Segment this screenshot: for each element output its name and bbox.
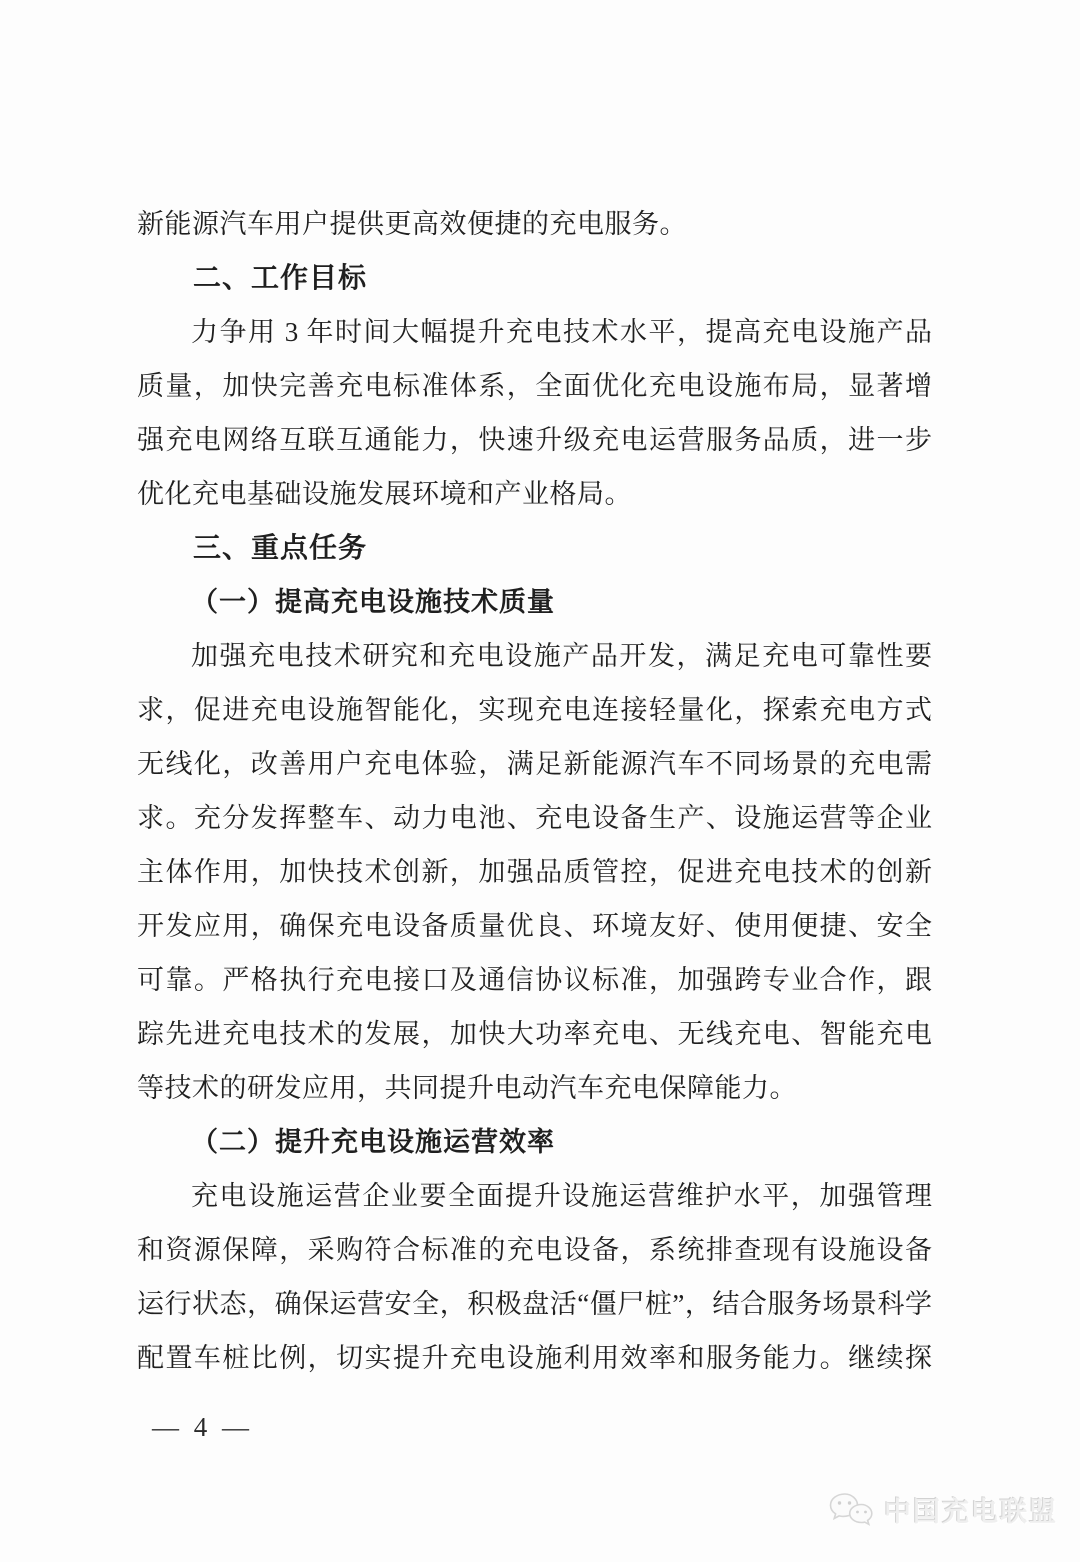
document-line: 运行状态，确保运营安全，积极盘活“僵尸桩”，结合服务场景科学 [137, 1289, 932, 1319]
document-line: 优化充电基础设施发展环境和产业格局。 [137, 479, 632, 509]
document-text-block [137, 197, 932, 1385]
footer-watermark [828, 1490, 1058, 1529]
subsection-heading-2: （二）提升充电设施运营效率 [191, 1127, 555, 1157]
document-line: 求。充分发挥整车、动力电池、充电设备生产、设施运营等企业 [137, 803, 932, 833]
footer-brand-text: 中国充电联盟 [884, 1497, 1058, 1527]
page-number: — 4 — [152, 1412, 253, 1442]
document-line: 求，促进充电设施智能化，实现充电连接轻量化，探索充电方式 [137, 695, 932, 725]
document-line: 配置车桩比例，切实提升充电设施利用效率和服务能力。继续探 [137, 1343, 932, 1373]
document-line: 无线化，改善用户充电体验，满足新能源汽车不同场景的充电需 [137, 749, 932, 779]
document-line: 强充电网络互联互通能力，快速升级充电运营服务品质，进一步 [137, 425, 932, 455]
document-line: 等技术的研发应用，共同提升电动汽车充电保障能力。 [137, 1073, 797, 1103]
document-line: 主体作用，加快技术创新，加强品质管控，促进充电技术的创新 [137, 857, 932, 887]
document-line: 新能源汽车用户提供更高效便捷的充电服务。 [137, 209, 687, 239]
document-line: 加强充电技术研究和充电设施产品开发，满足充电可靠性要 [191, 641, 932, 671]
wechat-icon [828, 1491, 876, 1529]
document-line: 踪先进充电技术的发展，加快大功率充电、无线充电、智能充电 [137, 1019, 932, 1049]
document-line: 力争用 3 年时间大幅提升充电技术水平，提高充电设施产品 [191, 317, 932, 347]
document-line: 充电设施运营企业要全面提升设施运营维护水平，加强管理 [191, 1181, 932, 1211]
subsection-heading-1: （一）提高充电设施技术质量 [191, 587, 555, 617]
document-line: 和资源保障，采购符合标准的充电设备，系统排查现有设施设备 [137, 1235, 932, 1265]
document-line: 开发应用，确保充电设备质量优良、环境友好、使用便捷、安全 [137, 911, 932, 941]
document-line: 质量，加快完善充电标准体系，全面优化充电设施布局，显著增 [137, 371, 932, 401]
document-line: 可靠。严格执行充电接口及通信协议标准，加强跨专业合作，跟 [137, 965, 932, 995]
section-heading-2: 二、工作目标 [193, 262, 368, 293]
section-heading-3: 三、重点任务 [193, 532, 368, 563]
